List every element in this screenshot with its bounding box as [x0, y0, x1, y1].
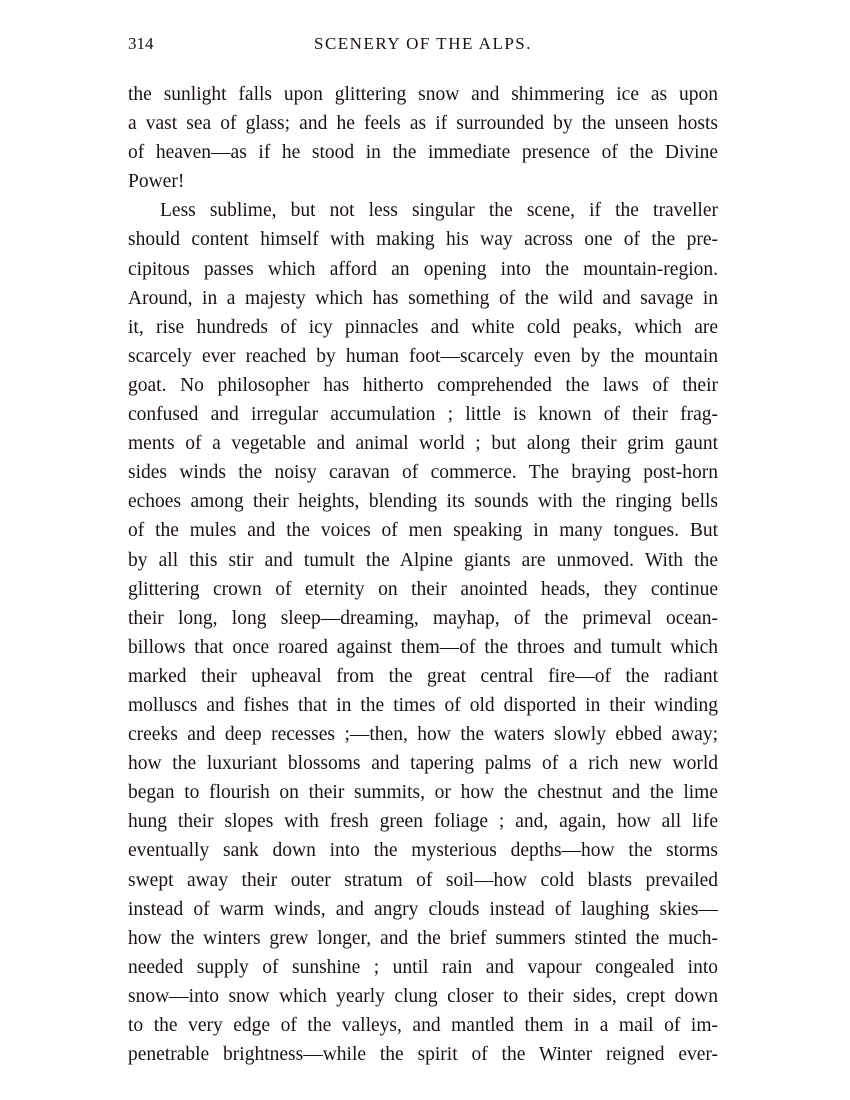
text-line: glittering crown of eternity on their anointed heads, they continue [128, 578, 718, 600]
page-header [128, 34, 718, 60]
text-line: confused and irregular accumulation ; little is known of their frag- [128, 404, 718, 426]
text-line: snow—into snow which yearly clung closer to their sides, crept down [128, 985, 718, 1007]
text-line: Power! [128, 171, 185, 193]
text-line: creeks and deep recesses ;—then, how the waters slowly ebbed away; [128, 724, 718, 746]
text-line: eventually sank down into the mysterious depths—how the storms [128, 840, 718, 862]
text-line: Around, in a majesty which has something of the wild and savage in [128, 287, 718, 309]
text-line: goat. No philosopher has hitherto comprehended the laws of their [128, 374, 718, 396]
text-line: swept away their outer stratum of soil—how cold blasts prevailed [128, 869, 718, 891]
text-line: should content himself with making his way across one of the pre- [128, 229, 718, 251]
text-line: hung their slopes with fresh green foliage ; and, again, how all life [128, 811, 718, 833]
text-line: sides winds the noisy caravan of commerce. The braying post-horn [128, 462, 718, 484]
text-line: ments of a vegetable and animal world ; but along their grim gaunt [128, 433, 718, 455]
paragraph-first-line: Less sublime, but not less singular the scene, if the traveller [160, 200, 718, 222]
text-line: cipitous passes which afford an opening into the mountain-region. [128, 258, 718, 280]
text-line: of heaven—as if he stood in the immediate presence of the Divine [128, 142, 718, 164]
text-line: echoes among their heights, blending its sounds with the ringing bells [128, 491, 718, 513]
text-line: it, rise hundreds of icy pinnacles and white cold peaks, which are [128, 316, 718, 338]
page-number: 314 [128, 34, 154, 53]
text-line: to the very edge of the valleys, and mantled them in a mail of im- [128, 1015, 718, 1036]
text-line: penetrable brightness—while the spirit of the Winter reigned ever- [128, 1044, 718, 1066]
text-line: their long, long sleep—dreaming, mayhap, of the primeval ocean- [128, 607, 718, 629]
text-line: instead of warm winds, and angry clouds instead of laughing skies— [128, 898, 718, 920]
text-line: a vast sea of glass; and he feels as if surrounded by the unseen hosts [128, 113, 718, 135]
running-title: SCENERY OF THE ALPS. [314, 34, 532, 53]
text-line: began to flourish on their summits, or how the chestnut and the lime [128, 782, 718, 804]
text-line: how the luxuriant blossoms and tapering palms of a rich new world [128, 753, 718, 775]
text-line: of the mules and the voices of men speaking in many tongues. But [128, 520, 718, 542]
text-line: the sunlight falls upon glittering snow and shimmering ice as upon [128, 84, 718, 105]
text-line: molluscs and fishes that in the times of old disported in their winding [128, 694, 718, 716]
text-line: marked their upheaval from the great central fire—of the radiant [128, 665, 718, 687]
text-line: billows that once roared against them—of the throes and tumult which [128, 636, 718, 658]
body-text [128, 80, 718, 1069]
text-line: by all this stir and tumult the Alpine giants are unmoved. With the [128, 549, 718, 571]
text-line: needed supply of sunshine ; until rain and vapour congealed into [128, 956, 718, 978]
text-line: how the winters grew longer, and the brief summers stinted the much- [128, 927, 718, 949]
text-line: scarcely ever reached by human foot—scarcely even by the mountain [128, 345, 718, 367]
